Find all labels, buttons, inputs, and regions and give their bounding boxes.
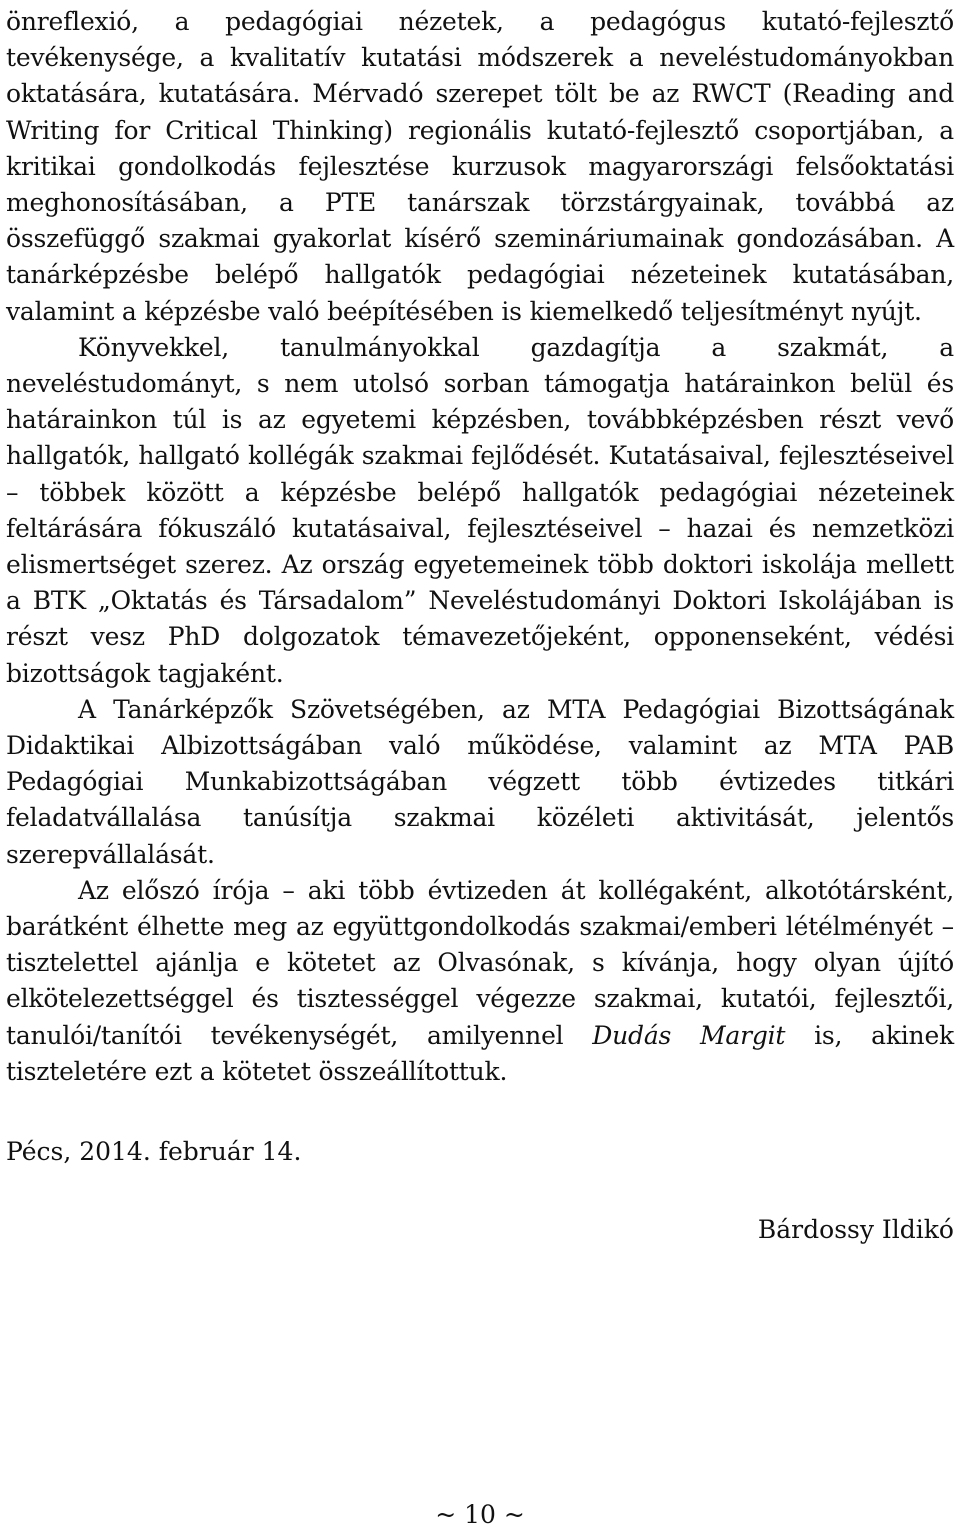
paragraph-publications: Könyvekkel, tanulmányokkal gazdagítja a szakmát, a neveléstudományt, s nem utolsó sorban támogatja határainkon belül és határainkon túl is az egyetemi képzésben, továbbképzésben részt vevő hallgatók, hallgató kollégák szakmai fejlődését. Kutatásaival, fejlesztéseivel – többek között a képzésbe belépő hallgatók pedagógiai nézeteinek feltárására fókuszáló kutatásaival, fejlesztéseivel – hazai és nemzetközi elismertséget szerez. Az ország egyetemeinek több doktori iskolája mellett a BTK „Oktatás és Társadalom” Neveléstudományi Doktori Iskolájában is részt vesz PhD dolgozatok témavezetőjeként, opponenseként, védési bizottságok tagjaként.: [6, 332, 954, 688]
paragraph-dedication: [6, 873, 954, 1090]
paragraph-research-activities: önreflexió, a pedagógiai nézetek, a pedagógus kutató-fejlesztő tevékenysége, a kvalitatív kutatási módszerek a neveléstudományokban oktatására, kutatására. Mérvadó szerepet tölt be az RWCT (Reading and Writing for Critical Thinking) regionális kutató-fejlesztő csoportjában, a kritikai gondolkodás fejlesztése kurzusok magyarországi felsőoktatási meghonosításában, a PTE tanárszak törzstárgyainak, továbbá az összefüggő szakmai gyakorlat kísérő szemináriumainak gondozásában. A tanárképzésbe belépő hallgatók pedagógiai nézeteinek kutatásában, valamint a képzésbe való beépítésében is kiemelkedő teljesítményt nyújt.: [6, 7, 954, 326]
author-signature: Bárdossy Ildikó: [757, 1215, 954, 1244]
document-body: [6, 4, 955, 1244]
place-and-date: Pécs, 2014. február 14.: [6, 1137, 302, 1166]
dedication-text-start: Az előszó írója – aki több évtizeden át kollégaként, alkotótársként, barátként élhette meg az együttgondolkodás szakmai/emberi létélményét – tisztelettel ajánlja e kötetet az Olvasónak, s kívánja, hogy olyan újító elkötelezettséggel és tisztességgel végezze szakmai, kutatói, fejlesztői, tanulói/tanítói tevékenységét, amilyennel: [6, 875, 954, 1050]
paragraph-associations: A Tanárképzők Szövetségében, az MTA Pedagógiai Bizottságának Didaktikai Albizottságában való működése, valamint az MTA PAB Pedagógiai Munkabizottságában végzett több évtizedes titkári feladatvállalása tanúsítja szakmai közéleti aktivitását, jelentős szerepvállalását.: [6, 694, 954, 869]
page-number: ~ 10 ~: [435, 1500, 525, 1529]
honoree-name: Dudás Margit: [592, 1020, 786, 1050]
dedication-text-end: is, akinek tiszteletére ezt a kötetet összeállítottuk.: [6, 1020, 955, 1086]
